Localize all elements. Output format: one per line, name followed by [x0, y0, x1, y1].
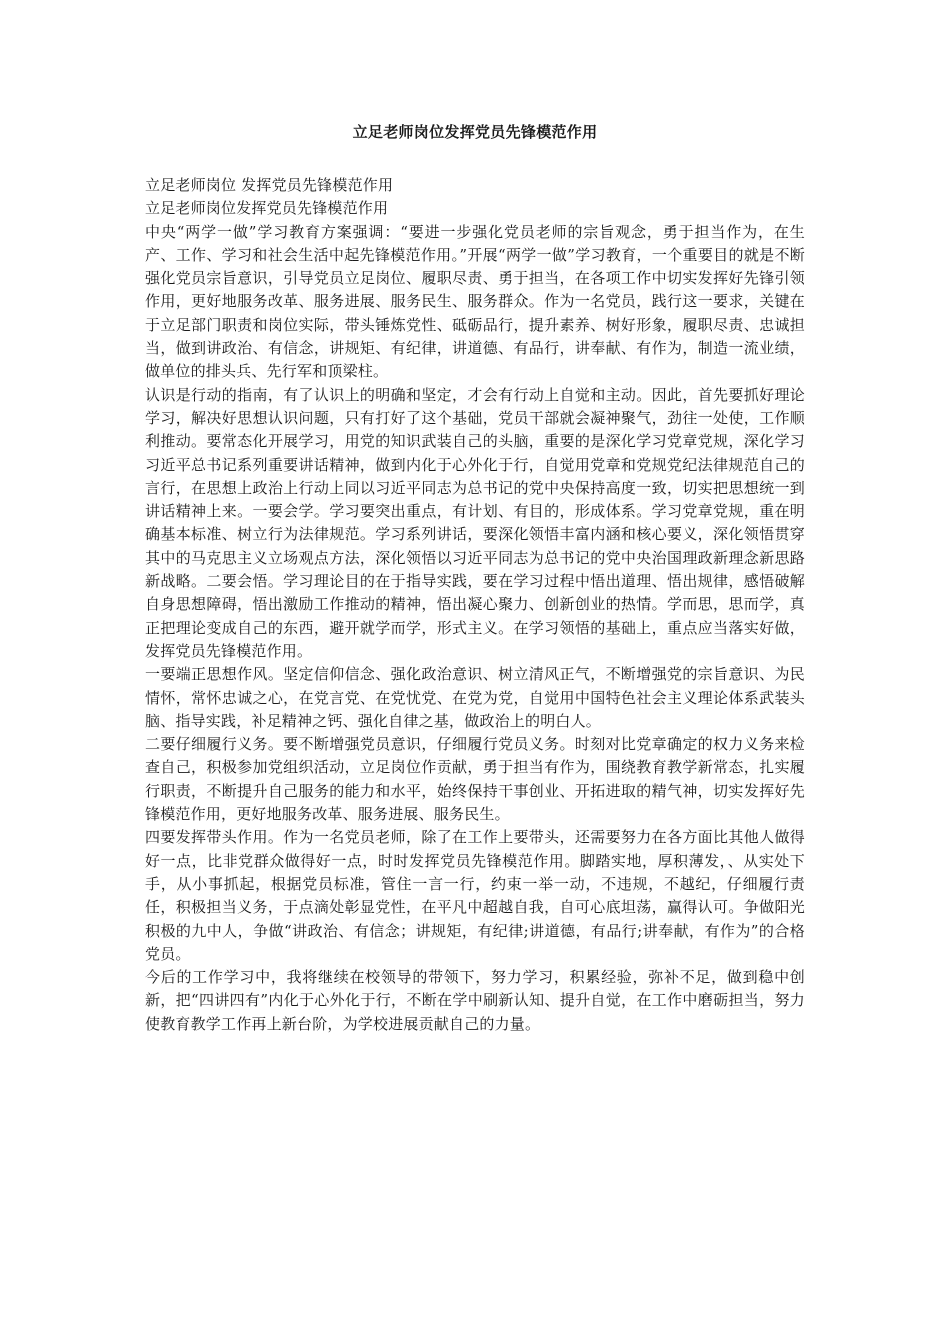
paragraph-conclusion: 今后的工作学习中，我将继续在校领导的带领下，努力学习，积累经验，弥补不足，做到稳中创新，把“四讲四有”内化于心外化于行，不断在学中刷新认知、提升自觉，在工作中磨砺担当，努力使教育教学工作再上新台阶，为学校进展贡献自己的力量。: [145, 968, 805, 1033]
paragraph-point-two: 二要仔细履行义务。要不断增强党员意识，仔细履行党员义务。时刻对比党章确定的权力义务来检查自己，积极参加党组织活动，立足岗位作贡献，勇于担当有作为，围绕教育教学新常态，扎实履行职责，不断提升自己服务的能力和水平，始终保持干事创业、开拓进取的精气神，切实发挥好先锋模范作用，更好地服务改革、服务进展、服务民生。: [145, 735, 805, 824]
paragraph-intro: 中央“两学一做”学习教育方案强调：“要进一步强化党员老师的宗旨观念，勇于担当作为，在生产、工作、学习和社会生活中起先锋模范作用。”开展“两学一做”学习教育，一个重要目的就是不断强化党员宗旨意识，引导党员立足岗位、履职尽责、勇于担当，在各项工作中切实发挥好先锋引领作用，更好地服务改革、服务进展、服务民生、服务群众。作为一名党员，践行这一要求，关键在于立足部门职责和岗位实际，带头锤炼党性、砥砺品行，提升素养、树好形象，履职尽责、忠诚担当，做到讲政治、有信念，讲规矩、有纪律，讲道德、有品行，讲奉献、有作为，制造一流业绩，做单位的排头兵、先行军和顶梁柱。: [145, 222, 805, 381]
paragraph-study: 认识是行动的指南，有了认识上的明确和坚定，才会有行动上自觉和主动。因此，首先要抓好理论学习，解决好思想认识问题，只有打好了这个基础，党员干部就会凝神聚气，劲往一处使，工作顺利推动。要常态化开展学习，用党的知识武装自己的头脑，重要的是深化学习党章党规，深化学习习近平总书记系列重要讲话精神，做到内化于心外化于行，自觉用党章和党规党纪法律规范自己的言行，在思想上政治上行动上同以习近平同志为总书记的党中央保持高度一致，切实把思想统一到讲话精神上来。一要会学。学习要突出重点，有计划、有目的，形成体系。学习党章党规，重在明确基本标准、树立行为法律规范。学习系列讲话，要深化领悟丰富内涵和核心要义，深化领悟贯穿其中的马克思主义立场观点方法，深化领悟以习近平同志为总书记的党中央治国理政新理念新思路新战略。二要会悟。学习理论目的在于指导实践，要在学习过程中悟出道理、悟出规律，感悟破解自身思想障碍，悟出激励工作推动的精神，悟出凝心聚力、创新创业的热情。学而思，思而学，真正把理论变成自己的东西，避开就学而学，形式主义。在学习领悟的基础上，重点应当落实好做，发挥党员先锋模范作用。: [145, 385, 805, 660]
document-heading: 立足老师岗位发挥党员先锋模范作用: [145, 199, 389, 218]
document-subtitle: 立足老师岗位 发挥党员先锋模范作用: [145, 176, 394, 194]
paragraph-point-four: 四要发挥带头作用。作为一名党员老师，除了在工作上要带头，还需要努力在各方面比其他人做得好一点，比非党群众做得好一点，时时发挥党员先锋模范作用。脚踏实地，厚积薄发，、从实处下手，从小事抓起，根据党员标准，管住一言一行，约束一举一动，不违规，不越纪，仔细履行责任，积极担当义务，于点滴处彰显党性，在平凡中超越自我，自可心底坦荡，赢得认可。争做阳光积极的九中人，争做“讲政治、有信念；讲规矩，有纪律;讲道德，有品行;讲奉献，有作为”的合格党员。: [145, 828, 805, 963]
document-title: 立足老师岗位发挥党员先锋模范作用: [352, 123, 598, 141]
document-page: [145, 122, 805, 1036]
paragraph-point-one: 一要端正思想作风。坚定信仰信念、强化政治意识、树立清风正气，不断增强党的宗旨意识、为民情怀，常怀忠诚之心，在党言党、在党忧党、在党为党，自觉用中国特色社会主义理论体系武装头脑、指导实践，补足精神之钙、强化自律之基，做政治上的明白人。: [145, 665, 805, 730]
